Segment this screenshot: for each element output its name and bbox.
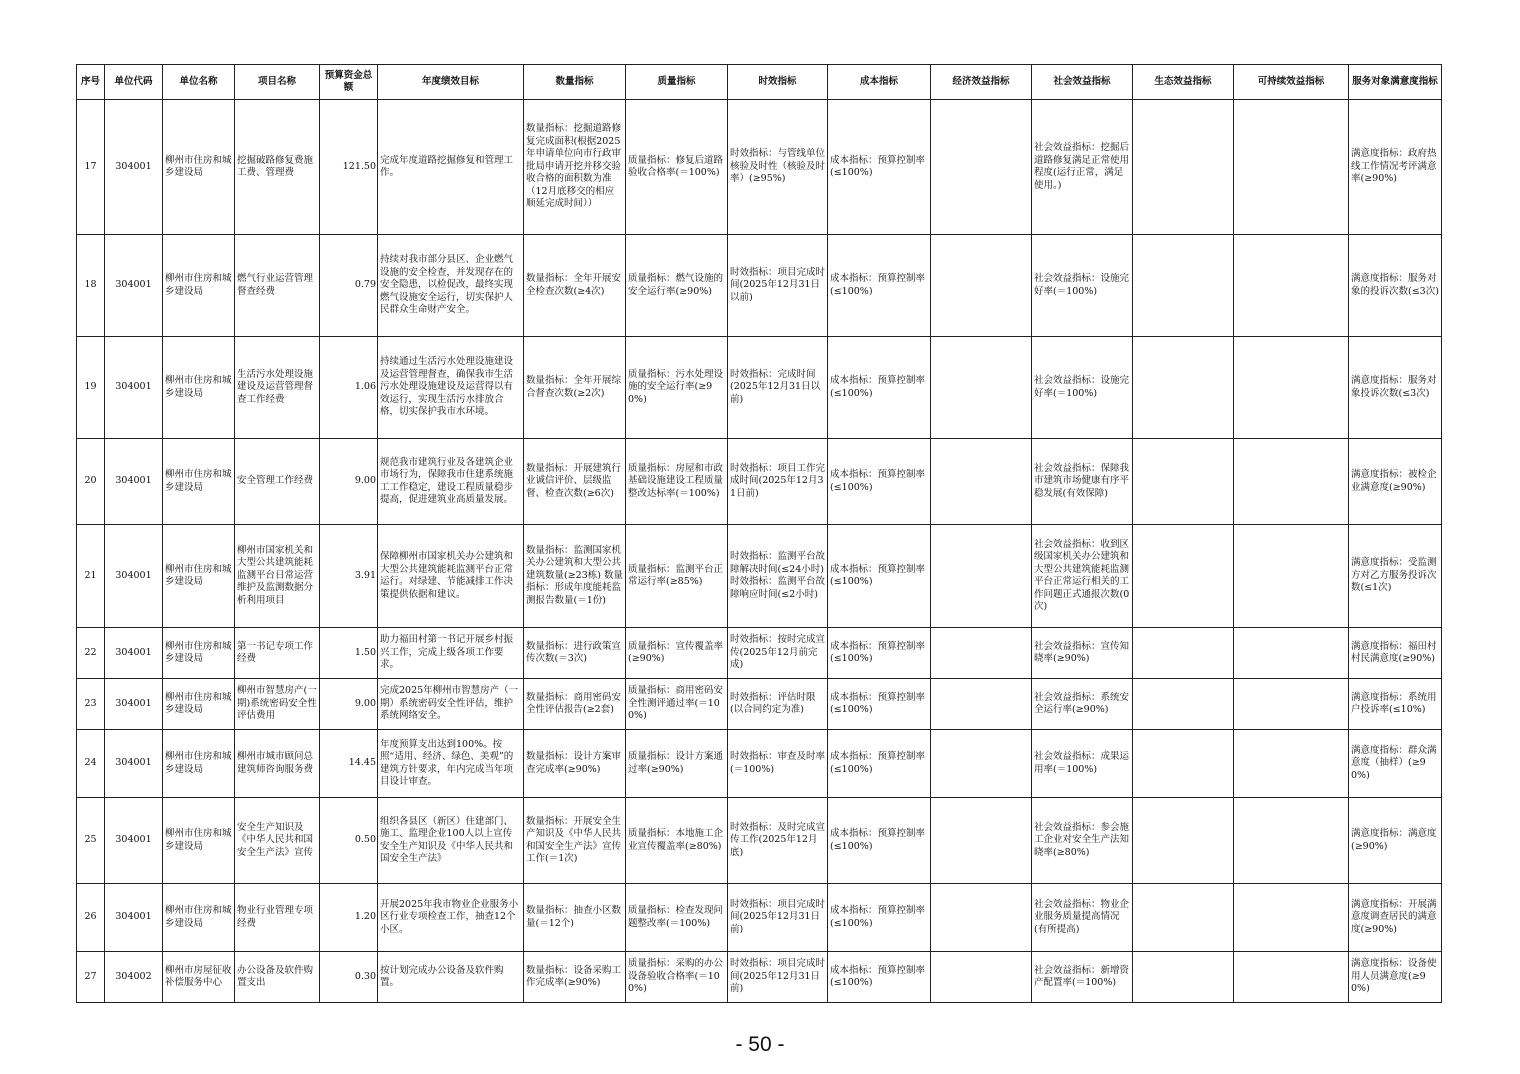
cell-annual-goal: 年度预算支出达到100%。按照“适用、经济、绿色、美观”的建筑方针要求，年内完成当年项目设计审查。 [378,730,524,798]
cell-timeliness: 时效指标：评估时限(以合同约定为准) [728,679,828,730]
cell-economic [931,439,1032,525]
cell-unit-name: 柳州市住房和城乡建设局 [163,679,235,730]
cell-ecological [1133,730,1234,798]
cell-budget: 1.50 [320,628,378,679]
cell-unit-code: 304001 [105,100,163,235]
cell-economic [931,952,1032,1003]
cell-project-name: 柳州市智慧房产(一期)系统密码安全性评估费用 [235,679,320,730]
cell-ecological [1133,235,1234,337]
cell-cost: 成本指标：预算控制率(≤100%) [828,525,931,628]
header-project-name: 项目名称 [235,65,320,100]
cell-project-name: 办公设备及软件购置支出 [235,952,320,1003]
cell-quantity: 数量指标：设计方案审查完成率(≥90%) [524,730,626,798]
cell-seq: 22 [77,628,105,679]
cell-project-name: 第一书记专项工作经费 [235,628,320,679]
cell-seq: 18 [77,235,105,337]
cell-cost: 成本指标：预算控制率(≤100%) [828,679,931,730]
cell-quantity: 数量指标：挖掘道路修复完成面积(根据2025年申请单位向市行政审批局申请开挖并移交验收合格的面积数为准（12月底移交的相应顺延完成时间）） [524,100,626,235]
cell-quality: 质量指标：本地施工企业宣传覆盖率(≥80%) [626,798,728,884]
table-row [77,884,1442,952]
cell-quality: 质量指标：污水处理设施的安全运行率(≥90%) [626,337,728,439]
cell-timeliness: 时效指标：审查及时率(＝100%) [728,730,828,798]
cell-cost: 成本指标：预算控制率(≤100%) [828,235,931,337]
cell-timeliness: 时效指标：项目工作完成时间(2025年12月31日前) [728,439,828,525]
cell-ecological [1133,952,1234,1003]
cell-sustainable [1234,525,1349,628]
cell-social: 社会效益指标：成果运用率(＝100%) [1032,730,1133,798]
header-seq: 序号 [77,65,105,100]
cell-unit-name: 柳州市住房和城乡建设局 [163,884,235,952]
cell-satisfaction: 满意度指标：福田村村民满意度(≥90%) [1349,628,1442,679]
cell-quality: 质量指标：宣传覆盖率(≥90%) [626,628,728,679]
table-row [77,337,1442,439]
table-row [77,439,1442,525]
header-quality: 质量指标 [626,65,728,100]
cell-economic [931,337,1032,439]
cell-timeliness: 时效指标：及时完成宣传工作(2025年12月底) [728,798,828,884]
cell-satisfaction: 满意度指标：被检企业满意度(≥90%) [1349,439,1442,525]
table-body [77,100,1442,1003]
cell-ecological [1133,525,1234,628]
table-row [77,100,1442,235]
cell-quantity: 数量指标：抽查小区数量(＝12个) [524,884,626,952]
cell-annual-goal: 助力福田村第一书记开展乡村振兴工作，完成上级各项工作要求。 [378,628,524,679]
cell-seq: 25 [77,798,105,884]
cell-unit-name: 柳州市住房和城乡建设局 [163,798,235,884]
cell-quantity: 数量指标：监测国家机关办公建筑和大型公共建筑数量(≥23栋) 数量指标：形成年度能耗监测报告数量(＝1份) [524,525,626,628]
cell-budget: 9.00 [320,679,378,730]
cell-quality: 质量指标：监测平台正常运行率(≥85%) [626,525,728,628]
cell-economic [931,628,1032,679]
cell-cost: 成本指标：预算控制率(≤100%) [828,884,931,952]
cell-social: 社会效益指标：设施完好率(＝100%) [1032,337,1133,439]
cell-unit-code: 304001 [105,628,163,679]
cell-project-name: 挖掘破路修复费施工费、管理费 [235,100,320,235]
cell-sustainable [1234,439,1349,525]
cell-project-name: 安全管理工作经费 [235,439,320,525]
cell-budget: 1.20 [320,884,378,952]
header-row [77,65,1442,100]
cell-ecological [1133,337,1234,439]
cell-satisfaction: 满意度指标：群众满意度（抽样）(≥90%) [1349,730,1442,798]
cell-annual-goal: 规范我市建筑行业及各建筑企业市场行为，保障我市住建系统施工工作稳定，建设工程质量稳步提高，促进建筑业高质量发展。 [378,439,524,525]
cell-social: 社会效益指标：参会施工企业对安全生产法知晓率(≥80%) [1032,798,1133,884]
cell-satisfaction: 满意度指标：政府热线工作情况考评满意率(≥90%) [1349,100,1442,235]
cell-seq: 27 [77,952,105,1003]
cell-cost: 成本指标：预算控制率(≤100%) [828,798,931,884]
cell-social: 社会效益指标：新增资产配置率(＝100%) [1032,952,1133,1003]
header-ecological: 生态效益指标 [1133,65,1234,100]
header-annual-goal: 年度绩效目标 [378,65,524,100]
cell-annual-goal: 组织各县区（新区）住建部门、施工、监理企业100人以上宣传安全生产知识及《中华人民共和国安全生产法》 [378,798,524,884]
cell-seq: 21 [77,525,105,628]
cell-quality: 质量指标：燃气设施的安全运行率(≥90%) [626,235,728,337]
cell-budget: 9.00 [320,439,378,525]
cell-seq: 20 [77,439,105,525]
cell-timeliness: 时效指标：项目完成时间(2025年12月31日以前) [728,235,828,337]
cell-quantity: 数量指标：开展安全生产知识及《中华人民共和国安全生产法》宣传工作(＝1次) [524,798,626,884]
cell-quality: 质量指标：商用密码安全性测评通过率(＝100%) [626,679,728,730]
cell-timeliness: 时效指标：项目完成时间(2025年12月31日前) [728,952,828,1003]
cell-project-name: 物业行业管理专项经费 [235,884,320,952]
cell-ecological [1133,679,1234,730]
cell-unit-code: 304001 [105,525,163,628]
table-row [77,952,1442,1003]
cell-unit-name: 柳州市住房和城乡建设局 [163,100,235,235]
cell-unit-code: 304001 [105,730,163,798]
cell-seq: 19 [77,337,105,439]
cell-project-name: 柳州市城市顾问总建筑师咨询服务费 [235,730,320,798]
cell-economic [931,884,1032,952]
header-social: 社会效益指标 [1032,65,1133,100]
header-budget: 预算资金总额 [320,65,378,100]
cell-project-name: 柳州市国家机关和大型公共建筑能耗监测平台日常运营维护及监测数据分析利用项目 [235,525,320,628]
header-unit-name: 单位名称 [163,65,235,100]
cell-unit-code: 304001 [105,439,163,525]
cell-social: 社会效益指标：挖掘后道路修复满足正常使用程度(运行正常，满足使用。) [1032,100,1133,235]
table-row [77,235,1442,337]
cell-unit-name: 柳州市住房和城乡建设局 [163,235,235,337]
cell-annual-goal: 开展2025年我市物业企业服务小区行业专项检查工作，抽查12个小区。 [378,884,524,952]
cell-annual-goal: 完成年度道路挖掘修复和管理工作。 [378,100,524,235]
cell-cost: 成本指标：预算控制率(≤100%) [828,628,931,679]
cell-timeliness: 时效指标：监测平台故障解决时间(≤24小时) 时效指标：监测平台故障响应时间(≤2小时) [728,525,828,628]
cell-cost: 成本指标：预算控制率(≤100%) [828,100,931,235]
cell-quality: 质量指标：采购的办公设备验收合格率(＝100%) [626,952,728,1003]
header-sustainable: 可持续效益指标 [1234,65,1349,100]
cell-cost: 成本指标：预算控制率(≤100%) [828,439,931,525]
table-row [77,679,1442,730]
cell-satisfaction: 满意度指标：受监测方对乙方服务投诉次数(≤1次) [1349,525,1442,628]
cell-unit-name: 柳州市住房和城乡建设局 [163,337,235,439]
cell-unit-code: 304001 [105,679,163,730]
cell-quality: 质量指标：修复后道路验收合格率(＝100%) [626,100,728,235]
cell-social: 社会效益指标：宣传知晓率(≥90%) [1032,628,1133,679]
cell-economic [931,525,1032,628]
cell-quantity: 数量指标：全年开展综合督查次数(≥2次) [524,337,626,439]
cell-quality: 质量指标：房屋和市政基础设施建设工程质量整改达标率(＝100%) [626,439,728,525]
cell-satisfaction: 满意度指标：满意度(≥90%) [1349,798,1442,884]
header-unit-code: 单位代码 [105,65,163,100]
table-row [77,525,1442,628]
table-row [77,798,1442,884]
cell-sustainable [1234,235,1349,337]
performance-table [76,64,1442,1003]
cell-satisfaction: 满意度指标：服务对象投诉次数(≤3次) [1349,337,1442,439]
cell-ecological [1133,100,1234,235]
cell-social: 社会效益指标：收到区级国家机关办公建筑和大型公共建筑能耗监测平台正常运行相关的工作问题正式通报次数(0次) [1032,525,1133,628]
cell-seq: 17 [77,100,105,235]
cell-economic [931,100,1032,235]
cell-economic [931,798,1032,884]
cell-timeliness: 时效指标：按时完成宣传(2025年12月前完成) [728,628,828,679]
cell-budget: 0.50 [320,798,378,884]
cell-unit-code: 304001 [105,884,163,952]
cell-budget: 121.50 [320,100,378,235]
cell-project-name: 安全生产知识及《中华人民共和国安全生产法》宣传 [235,798,320,884]
cell-satisfaction: 满意度指标：系统用户投诉率(≤10%) [1349,679,1442,730]
cell-timeliness: 时效指标：完成时间(2025年12月31日以前) [728,337,828,439]
cell-social: 社会效益指标：设施完好率(＝100%) [1032,235,1133,337]
cell-sustainable [1234,884,1349,952]
cell-sustainable [1234,337,1349,439]
cell-social: 社会效益指标：保障我市建筑市场健康有序平稳发展(有效保障) [1032,439,1133,525]
cell-sustainable [1234,730,1349,798]
cell-ecological [1133,628,1234,679]
cell-unit-name: 柳州市住房和城乡建设局 [163,628,235,679]
cell-budget: 14.45 [320,730,378,798]
cell-quantity: 数量指标：进行政策宣传次数(＝3次) [524,628,626,679]
cell-sustainable [1234,798,1349,884]
header-economic: 经济效益指标 [931,65,1032,100]
cell-annual-goal: 按计划完成办公设备及软件购置。 [378,952,524,1003]
cell-sustainable [1234,952,1349,1003]
cell-seq: 26 [77,884,105,952]
header-quantity: 数量指标 [524,65,626,100]
cell-cost: 成本指标：预算控制率(≤100%) [828,730,931,798]
cell-unit-name: 柳州市住房和城乡建设局 [163,439,235,525]
cell-economic [931,679,1032,730]
cell-quantity: 数量指标：全年开展安全检查次数(≥4次) [524,235,626,337]
cell-timeliness: 时效指标：与管线单位核验及时性（核验及时率）(≥95%) [728,100,828,235]
cell-project-name: 生活污水处理设施建设及运营管理督查工作经费 [235,337,320,439]
cell-timeliness: 时效指标：项目完成时间(2025年12月31日前) [728,884,828,952]
cell-seq: 23 [77,679,105,730]
cell-satisfaction: 满意度指标：设备使用人员满意度(≥90%) [1349,952,1442,1003]
cell-quality: 质量指标：设计方案通过率(≥90%) [626,730,728,798]
cell-budget: 0.79 [320,235,378,337]
table-row [77,730,1442,798]
cell-sustainable [1234,628,1349,679]
cell-cost: 成本指标：预算控制率(≤100%) [828,952,931,1003]
cell-unit-code: 304001 [105,235,163,337]
cell-unit-name: 柳州市住房和城乡建设局 [163,525,235,628]
cell-unit-name: 柳州市住房和城乡建设局 [163,730,235,798]
cell-quantity: 数量指标：开展建筑行业诚信评价、层级监督、检查次数(≥6次) [524,439,626,525]
cell-social: 社会效益指标：系统安全运行率(≥90%) [1032,679,1133,730]
cell-economic [931,730,1032,798]
cell-budget: 1.06 [320,337,378,439]
cell-satisfaction: 满意度指标：开展满意度调查居民的满意度(≥90%) [1349,884,1442,952]
cell-ecological [1133,439,1234,525]
header-satisfaction: 服务对象满意度指标 [1349,65,1442,100]
cell-sustainable [1234,679,1349,730]
cell-seq: 24 [77,730,105,798]
cell-annual-goal: 持续通过生活污水处理设施建设及运营管理督查，确保我市生活污水处理设施建设及运营得以有效运行，实现生活污水排放合格，切实保护我市水环境。 [378,337,524,439]
cell-quantity: 数量指标：商用密码安全性评估报告(≥2套) [524,679,626,730]
cell-sustainable [1234,100,1349,235]
cell-budget: 0.30 [320,952,378,1003]
cell-quantity: 数量指标：设备采购工作完成率(≥90%) [524,952,626,1003]
cell-social: 社会效益指标：物业企业服务质量提高情况(有所提高) [1032,884,1133,952]
cell-economic [931,235,1032,337]
header-timeliness: 时效指标 [728,65,828,100]
cell-ecological [1133,884,1234,952]
cell-quality: 质量指标：检查发现问题整改率(＝100%) [626,884,728,952]
header-cost: 成本指标 [828,65,931,100]
cell-annual-goal: 持续对我市部分县区、企业燃气设施的安全检查，并发现存在的安全隐患，以检促改，最终实现燃气设施安全运行，切实保护人民群众生命财产安全。 [378,235,524,337]
cell-project-name: 燃气行业运营管理督查经费 [235,235,320,337]
page-number: - 50 - [735,1033,785,1056]
cell-unit-code: 304002 [105,952,163,1003]
cell-unit-name: 柳州市房屋征收补偿服务中心 [163,952,235,1003]
cell-unit-code: 304001 [105,337,163,439]
cell-ecological [1133,798,1234,884]
cell-annual-goal: 完成2025年柳州市智慧房产（一期）系统密码安全性评估，维护系统网络安全。 [378,679,524,730]
table-row [77,628,1442,679]
cell-satisfaction: 满意度指标：服务对象的投诉次数(≤3次) [1349,235,1442,337]
cell-annual-goal: 保障柳州市国家机关办公建筑和大型公共建筑能耗监测平台正常运行。对绿建、节能减排工作决策提供依据和建议。 [378,525,524,628]
cell-cost: 成本指标：预算控制率(≤100%) [828,337,931,439]
cell-unit-code: 304001 [105,798,163,884]
cell-budget: 3.91 [320,525,378,628]
